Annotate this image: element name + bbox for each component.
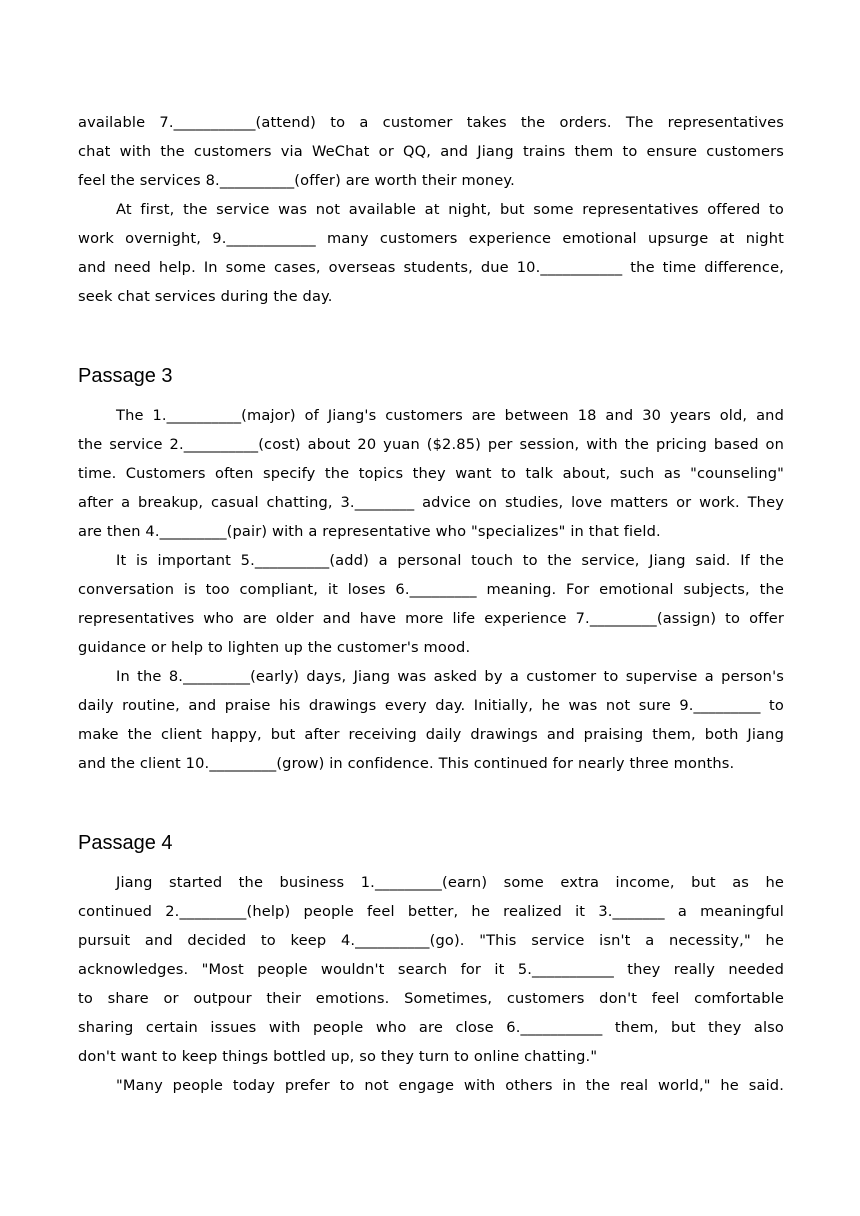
text-line: make the client happy, but after receiving daily drawings and praising them, both Jiang <box>78 726 784 743</box>
text-line: feel the services 8.__________(offer) are worth their money. <box>78 172 515 189</box>
text-line: At first, the service was not available at night, but some representatives offered to <box>116 201 784 218</box>
text-line: pursuit and decided to keep 4.__________(go). "This service isn't a necessity," he <box>78 932 784 949</box>
text-line: Jiang started the business 1._________(earn) some extra income, but as he <box>116 874 784 891</box>
text-line: conversation is too compliant, it loses 6._________ meaning. For emotional subjects, the <box>78 581 784 598</box>
text-line: to share or outpour their emotions. Sometimes, customers don't feel comfortable <box>78 990 784 1007</box>
text-line: time. Customers often specify the topics they want to talk about, such as "counseling" <box>78 465 784 482</box>
text-line: It is important 5.__________(add) a personal touch to the service, Jiang said. If the <box>116 552 784 569</box>
text-line: The 1.__________(major) of Jiang's customers are between 18 and 30 years old, and <box>116 407 784 424</box>
passage-4-title: Passage 4 <box>78 832 173 854</box>
text-line: seek chat services during the day. <box>78 288 333 305</box>
passage-2-continuation <box>78 108 784 311</box>
text-line: continued 2._________(help) people feel better, he realized it 3._______ a meaningful <box>78 903 784 920</box>
passage-3-body <box>78 401 784 778</box>
text-line: don't want to keep things bottled up, so they turn to online chatting." <box>78 1048 598 1065</box>
text-line: "Many people today prefer to not engage with others in the real world," he said. <box>116 1077 784 1094</box>
text-line: In the 8._________(early) days, Jiang was asked by a customer to supervise a person's <box>116 668 784 685</box>
text-line: the service 2.__________(cost) about 20 yuan ($2.85) per session, with the pricing based on <box>78 436 784 453</box>
text-line: and the client 10._________(grow) in confidence. This continued for nearly three months. <box>78 755 735 772</box>
text-line: after a breakup, casual chatting, 3.________ advice on studies, love matters or work. They <box>78 494 784 511</box>
passage-3-title: Passage 3 <box>78 365 173 387</box>
text-line: representatives who are older and have more life experience 7._________(assign) to offer <box>78 610 784 627</box>
document-page <box>78 108 784 1100</box>
text-line: guidance or help to lighten up the customer's mood. <box>78 639 471 656</box>
text-line: acknowledges. "Most people wouldn't search for it 5.___________ they really needed <box>78 961 784 978</box>
text-line: and need help. In some cases, overseas students, due 10.___________ the time difference, <box>78 259 784 276</box>
text-line: sharing certain issues with people who are close 6.___________ them, but they also <box>78 1019 784 1036</box>
text-line: chat with the customers via WeChat or QQ, and Jiang trains them to ensure customers <box>78 143 784 160</box>
text-line: are then 4._________(pair) with a representative who "specializes" in that field. <box>78 523 661 540</box>
passage-4-body <box>78 868 784 1100</box>
text-line: work overnight, 9.____________ many customers experience emotional upsurge at night <box>78 230 784 247</box>
text-line: available 7.___________(attend) to a customer takes the orders. The representatives <box>78 114 784 131</box>
text-line: daily routine, and praise his drawings every day. Initially, he was not sure 9._________ to <box>78 697 784 714</box>
